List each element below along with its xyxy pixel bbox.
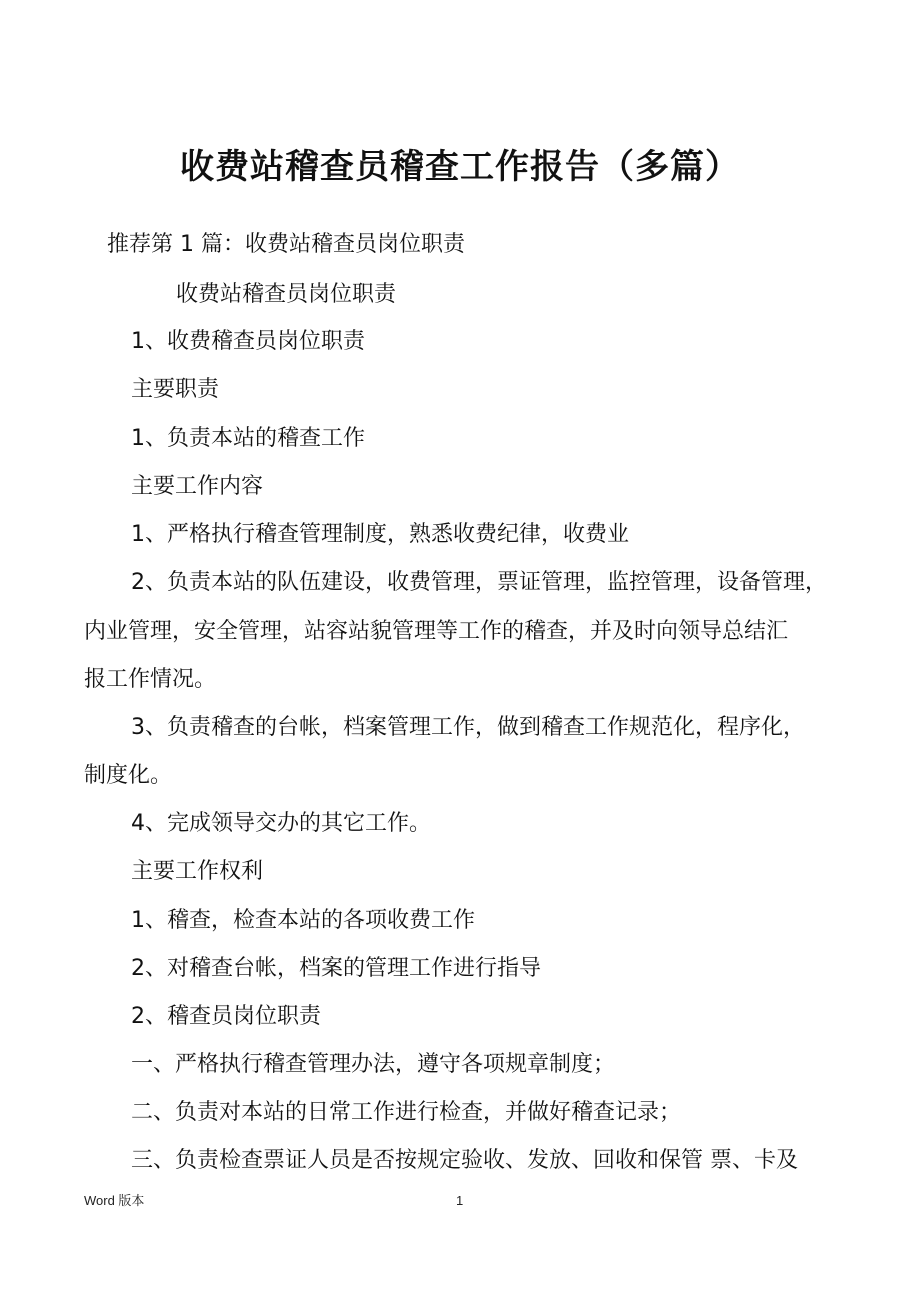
paragraph-line: 2、对稽查台帐，档案的管理工作进行指导 (131, 956, 541, 981)
paragraph-line: 报工作情况。 (84, 667, 217, 692)
paragraph-line: 2、负责本站的队伍建设，收费管理，票证管理，监控管理，设备管理， (131, 570, 827, 595)
paragraph-line: 内业管理，安全管理，站容站貌管理等工作的稽查，并及时向领导总结汇 (84, 619, 789, 644)
page-number: 1 (456, 1193, 464, 1208)
paragraph-line: 1、收费稽查员岗位职责 (131, 329, 365, 354)
paragraph-line: 制度化。 (84, 763, 173, 788)
paragraph-line: 3、负责稽查的台帐，档案管理工作，做到稽查工作规范化，程序化， (131, 715, 805, 740)
paragraph-line: 4、完成领导交办的其它工作。 (131, 811, 431, 836)
paragraph-line: 1、负责本站的稽查工作 (131, 426, 365, 451)
paragraph-line: 三、负责检查票证人员是否按规定验收、发放、回收和保管 票、卡及 (131, 1148, 798, 1173)
paragraph-line: 2、稽查员岗位职责 (131, 1004, 321, 1029)
paragraph-line: 二、负责对本站的日常工作进行检查，并做好稽查记录； (131, 1100, 682, 1125)
section-heading: 收费站稽查员岗位职责 (176, 282, 397, 307)
document-title: 收费站稽查员稽查工作报告（多篇） (180, 147, 740, 187)
paragraph-line: 1、严格执行稽查管理制度，熟悉收费纪律，收费业 (131, 522, 629, 547)
paragraph-line: 一、严格执行稽查管理办法，遵守各项规章制度； (131, 1052, 616, 1077)
paragraph-line: 主要工作权利 (131, 859, 264, 884)
recommendation-heading: 推荐第 1 篇：收费站稽查员岗位职责 (107, 232, 465, 257)
paragraph-line: 主要职责 (131, 377, 220, 402)
paragraph-line: 主要工作内容 (131, 474, 264, 499)
paragraph-line: 1、稽查，检查本站的各项收费工作 (131, 908, 475, 933)
footer-label: Word 版本 (84, 1193, 145, 1208)
